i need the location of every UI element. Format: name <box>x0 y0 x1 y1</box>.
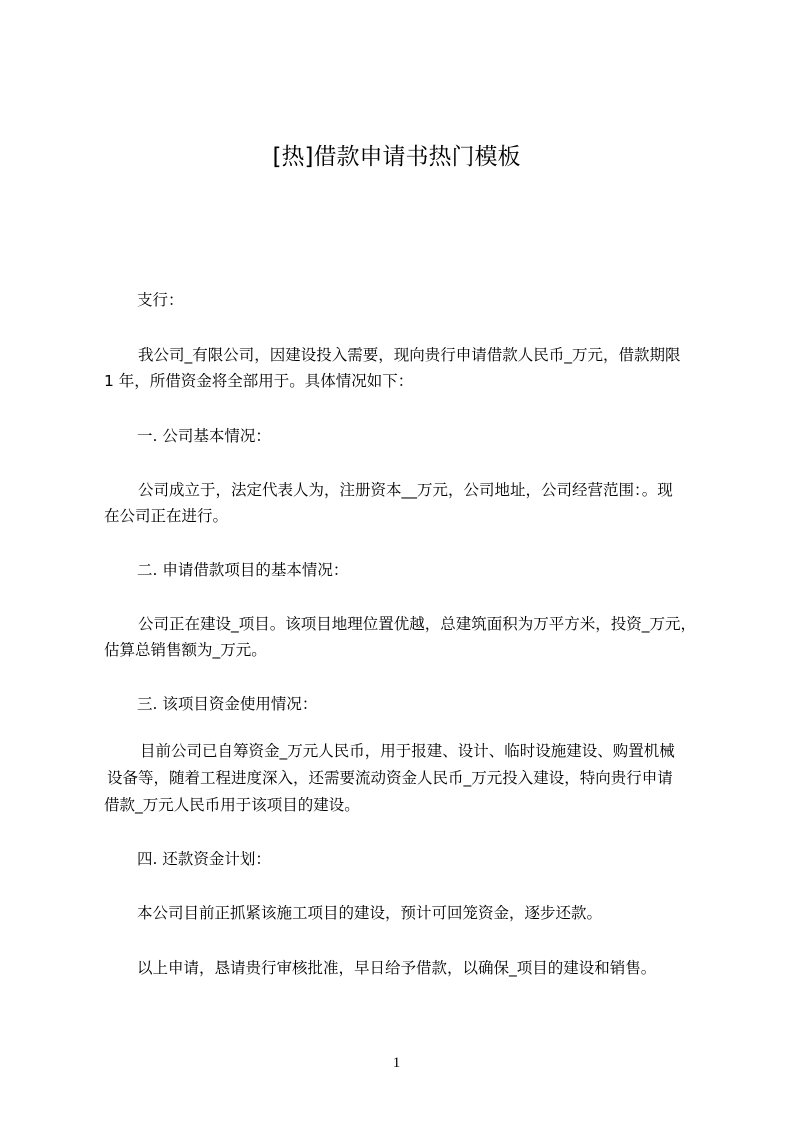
paragraph-intro-line: 我公司_有限公司，因建设投入需要，现向贵行申请借款人民币_万元，借款期限 <box>138 346 681 364</box>
document-title: [热]借款申请书热门模板 <box>272 144 521 170</box>
paragraph-closing: 以上申请，恳请贵行审核批准，早日给予借款，以确保_项目的建设和销售。 <box>137 959 657 977</box>
paragraph-intro-line: 1 年，所借资金将全部用于。具体情况如下： <box>104 372 414 390</box>
section-heading-3: 三. 该项目资金使用情况： <box>137 695 318 713</box>
paragraph-funds-line: 目前公司已自筹资金_万元人民币，用于报建、设计、临时设施建设、购置机械 <box>140 742 675 760</box>
paragraph-company-line: 在公司正在进行。 <box>104 507 229 525</box>
salutation: 支行： <box>137 291 184 309</box>
section-heading-4: 四. 还款资金计划： <box>137 850 271 868</box>
page-number: 1 <box>392 1055 401 1071</box>
paragraph-funds-line: 借款_万元人民币用于该项目的建设。 <box>104 796 360 814</box>
section-heading-1: 一. 公司基本情况： <box>137 427 271 445</box>
paragraph-project-line: 公司正在建设_项目。该项目地理位置优越，总建筑面积为万平方米，投资_万元， <box>138 615 697 633</box>
paragraph-project-line: 估算总销售额为_万元。 <box>104 641 267 659</box>
paragraph-funds-line: 设备等，随着工程进度深入，还需要流动资金人民币_万元投入建设，特向贵行申请 <box>107 769 673 787</box>
paragraph-repayment: 本公司目前正抓紧该施工项目的建设，预计可回笼资金，逐步还款。 <box>137 904 603 922</box>
section-heading-2: 二. 申请借款项目的基本情况： <box>137 561 349 579</box>
paragraph-company-line: 公司成立于，法定代表人为，注册资本__万元，公司地址，公司经营范围：。现 <box>138 481 673 499</box>
